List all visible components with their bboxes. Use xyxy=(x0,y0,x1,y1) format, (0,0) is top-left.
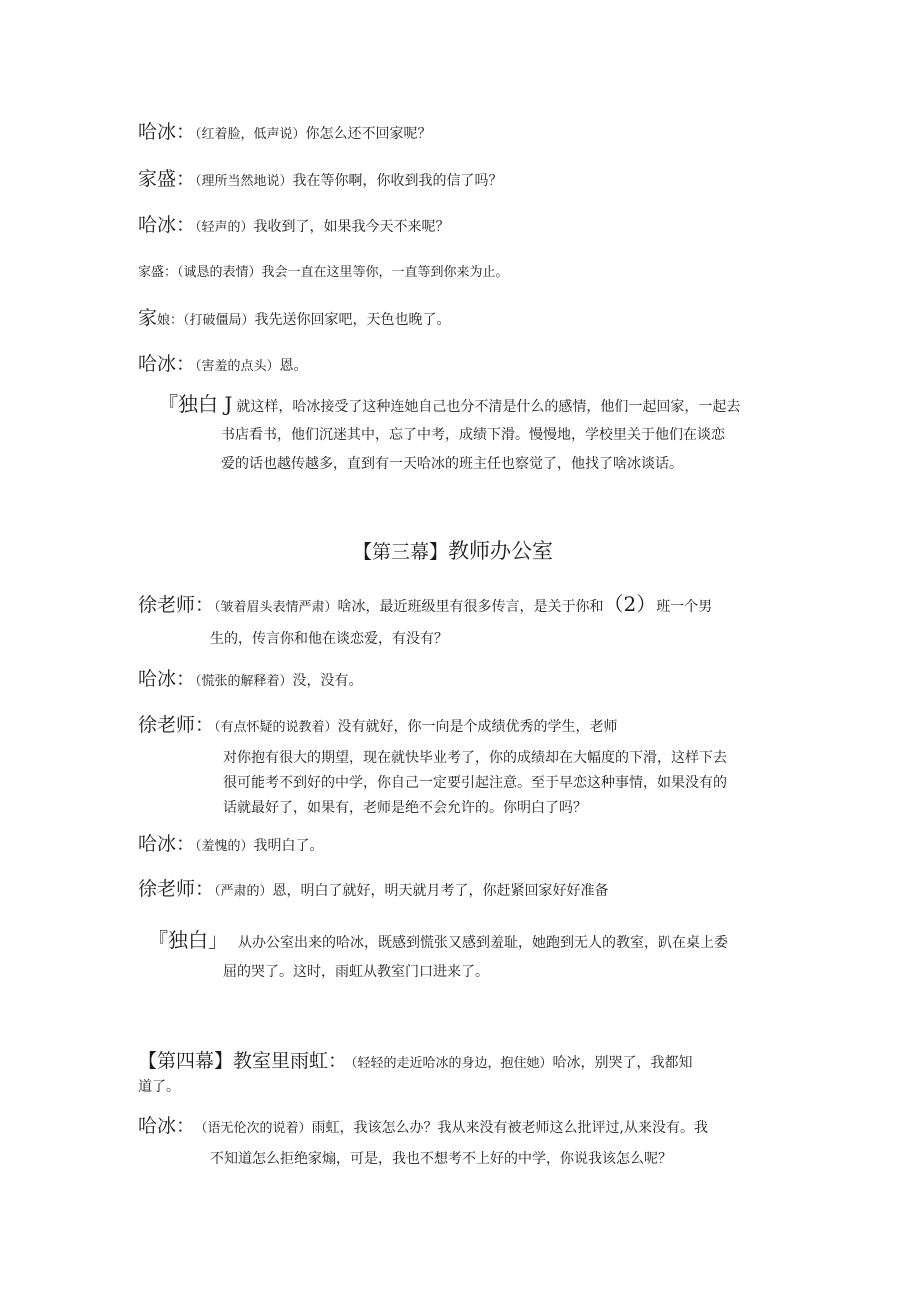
dialogue-line xyxy=(138,123,432,142)
dialogue-text: 啥冰，最近班级里有很多传言，是关于你和 xyxy=(337,599,604,615)
dialogue-continuation: 不知道怎么拒绝家煽，可是，我也不想考不上好的中学，你说我该怎么呢？ xyxy=(210,1151,672,1167)
dialogue-text: 恩。 xyxy=(279,358,308,374)
dialogue-line xyxy=(138,835,324,854)
class-number: （2） xyxy=(603,592,657,616)
stage-direction: （打破僵局） xyxy=(183,313,255,328)
dialogue-text: 哈冰，别哭了，我都知 xyxy=(552,1055,693,1071)
stage-direction: （红着脸，低声说） xyxy=(195,127,306,142)
stage-direction: （严肃的） xyxy=(214,884,273,899)
dialogue-text: 恩，明白了就好，明天就月考了，你赶紧回家好好准备 xyxy=(272,883,609,899)
stage-direction: （理所当然地说） xyxy=(195,174,293,189)
speaker: 徐老师： xyxy=(138,878,215,900)
monologue-label: 『独白 J xyxy=(158,392,233,416)
dialogue-line xyxy=(138,309,451,328)
monologue-text: 屈的哭了。这时，雨虹从教室门口进来了。 xyxy=(223,964,489,980)
stage-direction: （羞愧的） xyxy=(195,839,254,854)
dialogue-text: 我先送你回家吧，天色也晚了。 xyxy=(254,312,451,328)
stage-direction: （害羞的点头） xyxy=(195,359,280,374)
speaker: 哈冰： xyxy=(138,1115,196,1137)
monologue-text: 书店看书，他们沉迷其中，忘了中考，成绩下滑。慢慢地，学校里关于他们在谈恋 xyxy=(221,427,725,443)
stage-direction: （皱着眉头表情严肃） xyxy=(214,600,338,615)
dialogue-text: 没有就好，你一向是个成绩优秀的学生，老师 xyxy=(337,719,618,735)
scene-title: 教室里雨虹： xyxy=(233,1050,348,1072)
monologue xyxy=(148,930,728,950)
dialogue-text: 雨虹，我该怎么办？我从来没有被老师这么批评过,从来没有。我 xyxy=(311,1120,708,1136)
stage-direction: （语无伦次的说着） xyxy=(201,1121,312,1136)
dialogue-line xyxy=(138,880,609,899)
dialogue-line xyxy=(138,355,308,374)
monologue-text: 从办公室出来的哈冰，既感到慌张又感到羞耻，她跑到无人的教室，趴在桌上委 xyxy=(238,935,728,951)
dialogue-line xyxy=(138,716,618,735)
dialogue-line: 家盛：（诚恳的表情）我会一直在这里等你，一直等到你来为止。 xyxy=(138,265,509,280)
scene-heading-line xyxy=(138,1052,693,1071)
speaker: 哈冰： xyxy=(138,353,196,375)
dialogue-continuation: 很可能考不到好的中学，你自己一定要引起注意。至于早恋这种事情，如果没有的 xyxy=(223,775,727,791)
dialogue-continuation: 对你抱有很大的期望，现在就快毕业考了，你的成绩却在大幅度的下滑，这样下去 xyxy=(223,750,727,766)
dialogue-text: 我收到了，如果我今天不来呢？ xyxy=(253,219,450,235)
dialogue-text: 班一个男 xyxy=(656,599,713,615)
scene-number: 【第三幕】 xyxy=(353,541,449,563)
dialogue-continuation: 话就最好了，如果有，老师是绝不会允许的。你明白了吗？ xyxy=(223,800,587,816)
dialogue-line xyxy=(138,594,712,615)
dialogue-continuation: 生的，传言你和他在谈恋爱，有没有？ xyxy=(210,631,448,647)
dialogue-text: 你怎么还不回家呢？ xyxy=(305,126,432,142)
speaker: 徐老师： xyxy=(138,714,215,736)
monologue-label: 『独白」 xyxy=(148,928,228,952)
speaker: 家盛： xyxy=(138,168,196,190)
monologue xyxy=(158,394,740,414)
speaker: 哈冰： xyxy=(138,214,196,236)
scene-number: 【第四幕】 xyxy=(138,1050,234,1072)
speaker: 哈冰： xyxy=(138,121,196,143)
dialogue-line xyxy=(138,670,363,689)
scene-heading xyxy=(353,541,553,562)
speaker-suffix: 娘： xyxy=(157,313,184,328)
speaker: 哈冰： xyxy=(138,668,196,690)
stage-direction: （轻声的） xyxy=(195,220,254,235)
dialogue-text: 我在等你啊，你收到我的信了吗？ xyxy=(292,173,503,189)
dialogue-continuation: 道了。 xyxy=(138,1079,180,1095)
speaker: 家 xyxy=(138,307,158,329)
stage-direction: （轻轻的走近哈冰的身边，抱住她） xyxy=(351,1056,553,1071)
speaker: 哈冰： xyxy=(138,833,196,855)
dialogue-line xyxy=(138,216,450,235)
scene-title: 教师办公室 xyxy=(448,539,554,563)
dialogue-text: 我明白了。 xyxy=(253,838,324,854)
dialogue-line xyxy=(138,1117,708,1136)
dialogue-line xyxy=(138,170,503,189)
monologue-text: 就这样，哈冰接受了这种连她自己也分不清是什么的感情，他们一起回家，一起去 xyxy=(236,399,741,415)
stage-direction: （有点怀疑的说教着） xyxy=(214,720,338,735)
dialogue-text: 没，没有。 xyxy=(292,673,363,689)
speaker: 徐老师： xyxy=(138,594,215,616)
stage-direction: （慌张的解释着） xyxy=(195,674,293,689)
monologue-text: 爱的话也越传越多，直到有一天哈冰的班主任也察觉了，他找了啥冰谈话。 xyxy=(221,456,683,472)
